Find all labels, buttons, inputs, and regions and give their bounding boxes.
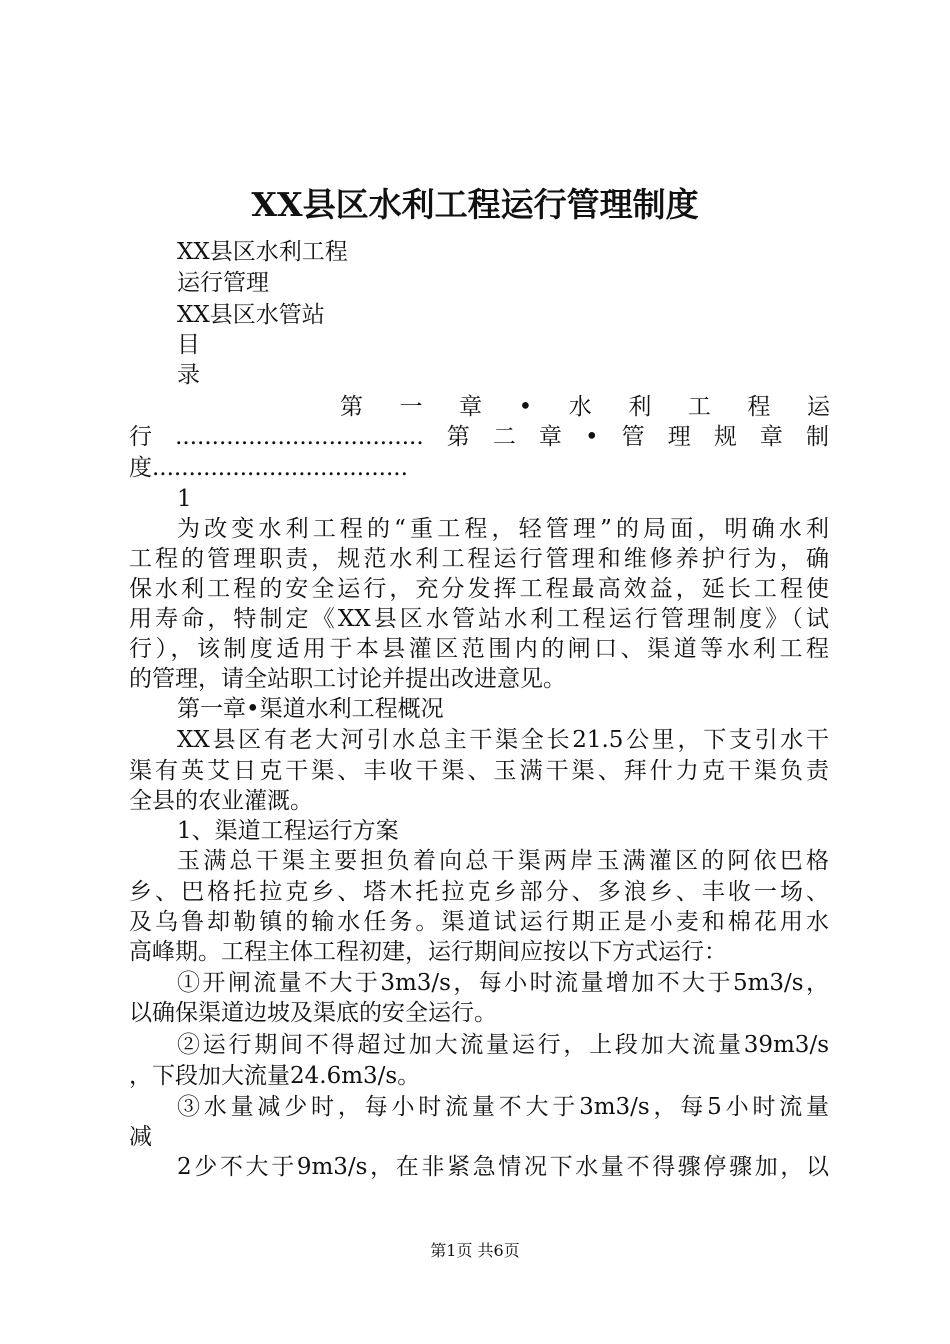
toc-char: 第 bbox=[340, 394, 363, 420]
body-line: 保水利工程的安全运行，充分发挥工程最高效益，延长工程使 bbox=[129, 576, 829, 602]
body-line: 乡、巴格托拉克乡、塔木托拉克乡部分、多浪乡、丰收一场、 bbox=[129, 879, 829, 905]
toc-page-number: 1 bbox=[177, 486, 192, 512]
body-line: 玉满总干渠主要担负着向总干渠两岸玉满灌区的阿依巴格 bbox=[177, 848, 829, 874]
body-line: 的管理，请全站职工讨论并提出改进意见。 bbox=[129, 666, 566, 692]
body-line: 及乌鲁却勒镇的输水任务。渠道试运行期正是小麦和棉花用水 bbox=[129, 909, 829, 935]
header-line: 运行管理 bbox=[177, 270, 269, 296]
body-line: 为改变水利工程的“重工程，轻管理”的局面，明确水利 bbox=[177, 516, 829, 542]
body-line: 工程的管理职责，规范水利工程运行管理和维修养护行为，确 bbox=[129, 546, 829, 572]
section-heading: 第一章•渠道水利工程概况 bbox=[177, 696, 444, 722]
body-line: 以确保渠道边坡及渠底的安全运行。 bbox=[129, 1000, 497, 1026]
toc-entry-line: 度................................... bbox=[129, 455, 408, 481]
toc-char: 利 bbox=[628, 394, 652, 420]
header-line: XX县区水管站 bbox=[177, 302, 325, 328]
toc-char: 程 bbox=[747, 394, 771, 420]
toc-heading-char: 录 bbox=[177, 362, 200, 388]
page-footer: 第1页 共6页 bbox=[430, 1241, 520, 1260]
body-line: ①开闸流量不大于3m3/s，每小时流量增加不大于5m3/s， bbox=[177, 970, 829, 996]
section-heading: 1、渠道工程运行方案 bbox=[177, 818, 399, 844]
toc-char: 运 bbox=[806, 394, 830, 420]
body-line: ，下段加大流量24.6m3/s。 bbox=[129, 1063, 421, 1089]
toc-heading-char: 目 bbox=[177, 332, 200, 358]
body-line: 2少不大于9m3/s，在非紧急情况下水量不得骤停骤加，以 bbox=[177, 1154, 829, 1180]
toc-entry-line: 行..................................第二章•管理规章制 bbox=[129, 424, 829, 450]
toc-char: • bbox=[518, 394, 533, 420]
body-line: XX县区有老大河引水总主干渠全长21.5公里，下支引水干 bbox=[177, 727, 829, 753]
document-title: XX县区水利工程运行管理制度 bbox=[251, 185, 699, 224]
toc-char: 水 bbox=[568, 394, 592, 420]
body-line: ②运行期间不得超过加大流量运行，上段加大流量39m3/s bbox=[177, 1032, 829, 1058]
body-line: 用寿命，特制定《XX县区水管站水利工程运行管理制度》（试 bbox=[129, 606, 829, 632]
body-line: 高峰期。工程主体工程初建，运行期间应按以下方式运行： bbox=[129, 939, 727, 965]
toc-char: 一 bbox=[399, 394, 423, 420]
body-line: 渠有英艾日克干渠、丰收干渠、玉满干渠、拜什力克干渠负责 bbox=[129, 758, 829, 784]
header-line: XX县区水利工程 bbox=[177, 239, 348, 265]
body-line: 减 bbox=[129, 1124, 152, 1150]
body-line: 行），该制度适用于本县灌区范围内的闸口、渠道等水利工程 bbox=[129, 636, 829, 662]
toc-char: 工 bbox=[687, 394, 711, 420]
toc-entry-chapter1 bbox=[340, 392, 830, 422]
body-line: 全县的农业灌溉。 bbox=[129, 788, 313, 814]
toc-char: 章 bbox=[459, 394, 483, 420]
body-line: ③水量减少时，每小时流量不大于3m3/s，每5小时流量 bbox=[177, 1094, 829, 1120]
